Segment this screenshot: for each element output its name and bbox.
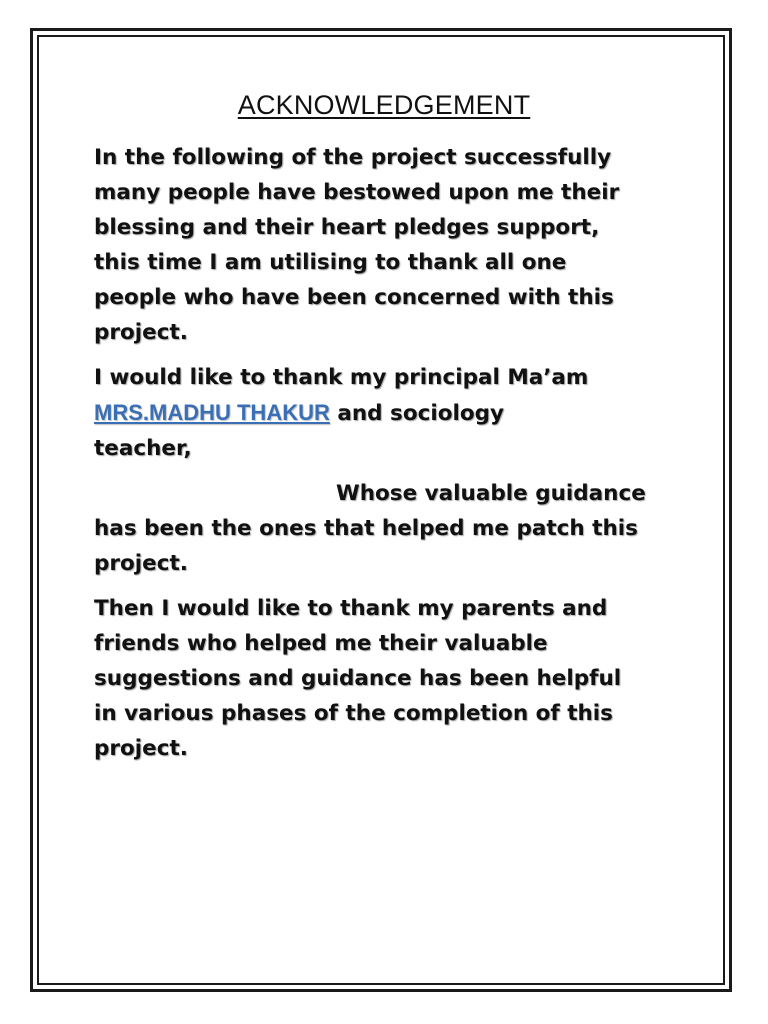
text-line: people who have been concerned with this bbox=[94, 285, 614, 310]
text-line: project. bbox=[94, 551, 188, 576]
text-line: In the following of the project successfully bbox=[94, 145, 612, 170]
acknowledgement-body bbox=[94, 140, 694, 776]
paragraph-guidance bbox=[94, 476, 694, 581]
text-line: this time I am utilising to thank all one bbox=[94, 250, 567, 275]
paragraph-principal bbox=[94, 360, 694, 466]
text-line: project. bbox=[94, 320, 188, 345]
text-line: I would like to thank my principal Ma’am bbox=[94, 365, 589, 390]
text-line-with-name bbox=[94, 395, 694, 431]
text-fragment: and sociology bbox=[329, 401, 505, 426]
text-line-indented bbox=[94, 476, 694, 511]
text-line: has been the ones that helped me patch this bbox=[94, 516, 638, 541]
text-fragment: Whose valuable guidance bbox=[336, 481, 646, 506]
text-line: teacher, bbox=[94, 436, 192, 461]
text-line: friends who helped me their valuable bbox=[94, 631, 548, 656]
text-line: blessing and their heart pledges support, bbox=[94, 215, 600, 240]
text-line: many people have bestowed upon me their bbox=[94, 180, 620, 205]
paragraph-parents bbox=[94, 591, 694, 766]
text-line: in various phases of the completion of this bbox=[94, 701, 613, 726]
page-title: ACKNOWLEDGEMENT bbox=[237, 90, 531, 120]
text-line: project. bbox=[94, 736, 188, 761]
paragraph-intro bbox=[94, 140, 694, 350]
text-line: Then I would like to thank my parents and bbox=[94, 596, 608, 621]
principal-name: MRS.MADHU THAKUR bbox=[94, 400, 330, 425]
text-line: suggestions and guidance has been helpful bbox=[94, 666, 622, 691]
